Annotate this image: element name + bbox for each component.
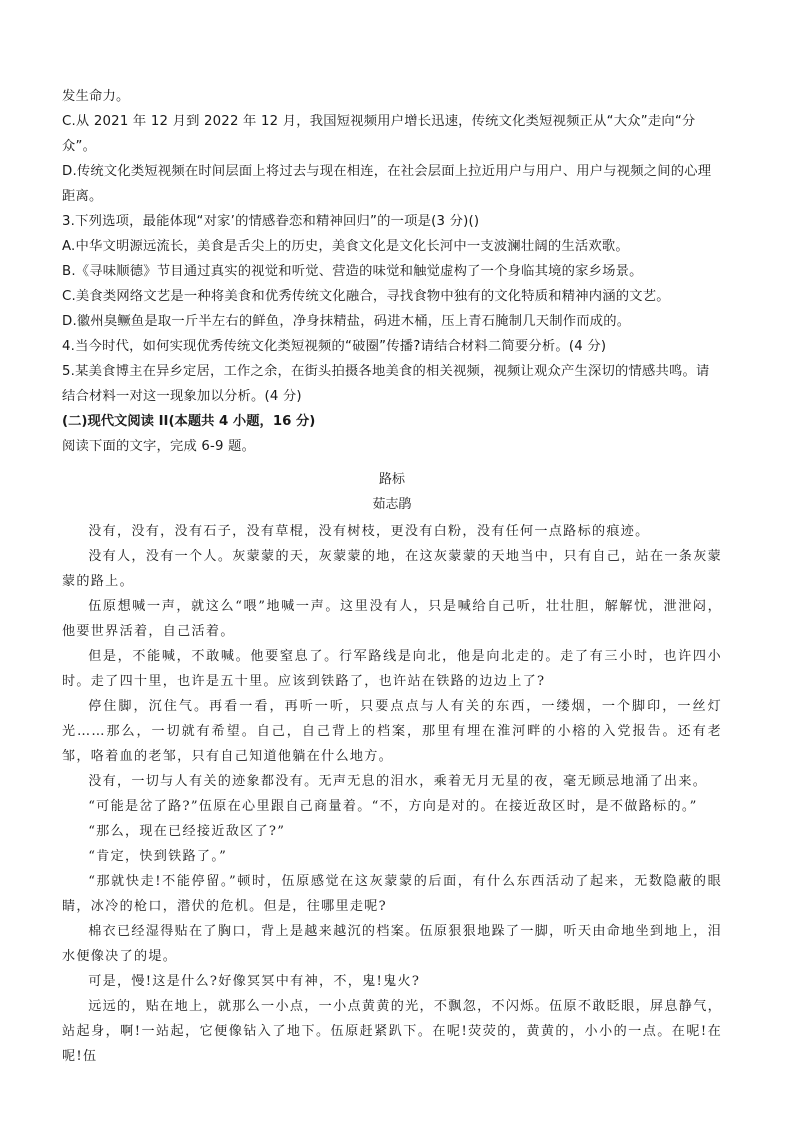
question-line: 发生命力。 bbox=[62, 89, 130, 104]
story-body bbox=[62, 519, 722, 1069]
story-author: 茹志鹃 bbox=[372, 497, 412, 512]
question-4: 4.当今时代，如何实现优秀传统文化类短视频的“破圈”传播?请结合材料二简要分析。(4 分) bbox=[62, 339, 607, 354]
story-header bbox=[62, 467, 722, 517]
question-3-stem: 3.下列选项，最能体现“对家’的情感眷恋和精神回归”的一项是(3 分)() bbox=[62, 214, 480, 229]
story-paragraph: “那么，现在已经接近敌区了?” bbox=[88, 824, 286, 839]
question-5: 5.某美食博主在异乡定居，工作之余，在街头拍摄各地美食的相关视频，视频让观众产生深切的情感共鸣。请结合材料一对这一现象加以分析。(4 分) bbox=[62, 364, 710, 404]
question-3-option-b: B.《寻味顺德》节目通过真实的视觉和听觉、营造的味觉和触觉虚构了一个身临其境的家乡场景。 bbox=[62, 264, 643, 279]
section-heading: (二)现代文阅读 II(本题共 4 小题，16 分) bbox=[62, 414, 316, 429]
story-paragraph: 没有，没有，没有石子，没有草棍，没有树枝，更没有白粉，没有任何一点路标的痕迹。 bbox=[88, 524, 650, 539]
story-paragraph: 远远的，贴在地上，就那么一小点，一小点黄黄的光，不飘忽，不闪烁。伍原不敢眨眼，屏息静气，站起身，啊!一站起，它便像钻入了地下。伍原赶紧趴下。在呢!荧荧的，黄黄的，小小的一点。在呢!在呢!伍 bbox=[62, 999, 722, 1064]
story-paragraph: 伍原想喊一声，就这么“喂”地喊一声。这里没有人，只是喊给自己听，壮壮胆，解解忧，泄泄闷，他要世界活着，自己活着。 bbox=[62, 599, 722, 639]
story-paragraph: 但是，不能喊，不敢喊。他要窒息了。行军路线是向北，他是向北走的。走了有三小时，也许四小时。走了四十里，也许是五十里。应该到铁路了，也许站在铁路的边边上了? bbox=[62, 649, 722, 689]
question-option-c-prev: C.从 2021 年 12 月到 2022 年 12 月，我国短视频用户增长迅速，传统文化类短视频正从“大众”走向“分众”。 bbox=[62, 114, 696, 154]
question-3-option-a: A.中华文明源远流长，美食是舌尖上的历史，美食文化是文化长河中一支波澜壮阔的生活欢歌。 bbox=[62, 239, 629, 254]
story-paragraph: “肯定，快到铁路了。” bbox=[88, 849, 228, 864]
question-option-d-prev: D.传统文化类短视频在时间层面上将过去与现在相连，在社会层面上拉近用户与用户、用户与视频之间的心理距离。 bbox=[62, 164, 712, 204]
story-paragraph: 没有人，没有一个人。灰蒙蒙的天，灰蒙蒙的地，在这灰蒙蒙的天地当中，只有自己，站在一条灰蒙蒙的路上。 bbox=[62, 549, 722, 589]
story-paragraph: 可是，慢!这是什么?好像冥冥中有神，不，鬼!鬼火? bbox=[88, 974, 421, 989]
story-paragraph: 没有，一切与人有关的迹象都没有。无声无息的泪水，乘着无月无星的夜，毫无顾忌地涌了出来。 bbox=[88, 774, 708, 789]
story-paragraph: 停住脚，沉住气。再看一看，再听一听，只要点点与人有关的东西，一缕烟，一个脚印，一丝灯光……那么，一切就有希望。自己，自己背上的档案，那里有埋在淮河畔的小榕的入党报告。还有老邹，咯着血的老邹，只有自己知道他躺在什么地方。 bbox=[62, 699, 722, 764]
question-3-option-c: C.美食类网络文艺是一种将美食和优秀传统文化融合，寻找食物中独有的文化特质和精神内涵的文艺。 bbox=[62, 289, 670, 304]
section-instruction: 阅读下面的文字，完成 6-9 题。 bbox=[62, 439, 256, 454]
question-3-option-d: D.徽州臭鳜鱼是取一斤半左右的鲜鱼，净身抹精盐，码进木桶，压上青石腌制几天制作而成的。 bbox=[62, 314, 631, 329]
story-paragraph: “可能是岔了路?”伍原在心里跟自己商量着。“不，方向是对的。在接近敌区时，是不做路标的。” bbox=[88, 799, 698, 814]
story-paragraph: “那就快走!不能停留。”顿时，伍原感觉在这灰蒙蒙的后面，有什么东西活动了起来，无数隐蔽的眼睛，冰冷的枪口，潜伏的危机。但是，往哪里走呢? bbox=[62, 874, 722, 914]
question-block bbox=[62, 84, 722, 409]
story-title: 路标 bbox=[378, 472, 405, 487]
story-paragraph: 棉衣已经湿得贴在了胸口，背上是越来越沉的档案。伍原狠狠地跺了一脚，听天由命地坐到地上，泪水便像决了的堤。 bbox=[62, 924, 722, 964]
